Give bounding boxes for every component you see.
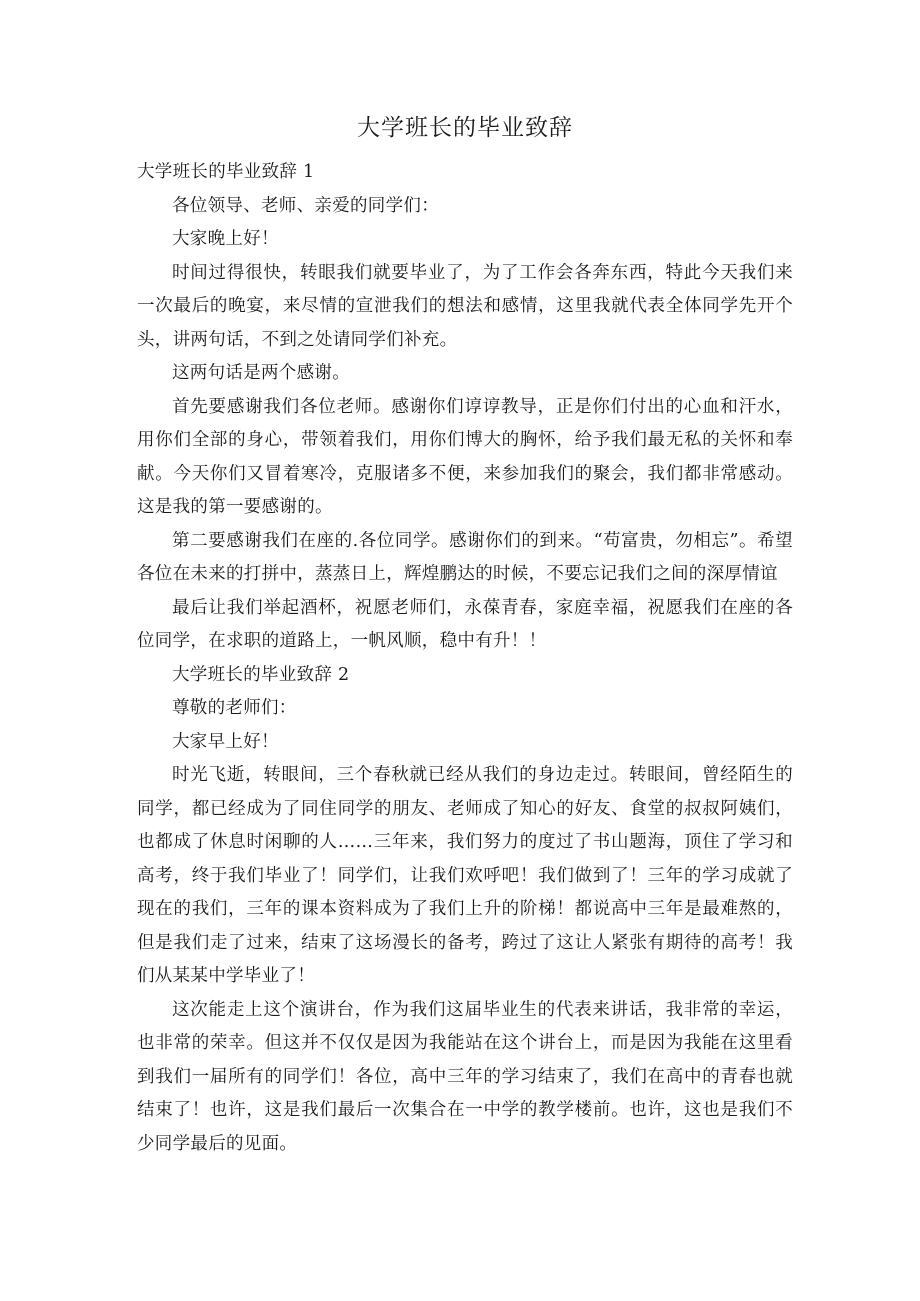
body-paragraph: 这次能走上这个演讲台，作为我们这届毕业生的代表来讲话，我非常的幸运，也非常的荣幸。但这并不仅仅是因为我能站在这个讲台上，而是因为我能在这里看到我们一届所有的同学们！各位，高中三年的学习结束了，我们在高中的青春也就结束了！也许，这是我们最后一次集合在一中学的教学楼前。也许，这也是我们不少同学最后的见面。 (137, 999, 793, 1154)
section-heading-1: 大学班长的毕业致辞 1 (137, 162, 315, 182)
body-paragraph: 第二要感谢我们在座的.各位同学。感谢你们的到来。“苟富贵，勿相忘”。希望各位在未来的打拼中，蒸蒸日上，辉煌鹏达的时候，不要忘记我们之间的深厚情谊 (137, 530, 793, 584)
salutation-2: 尊敬的老师们： (172, 698, 297, 718)
body-paragraph: 时间过得很快，转眼我们就要毕业了，为了工作会各奔东西，特此今天我们来一次最后的晚宴，来尽情的宣泄我们的想法和感情，这里我就代表全体同学先开个头，讲两句话，不到之处请同学们补充。 (137, 262, 793, 350)
greeting-2: 大家早上好！ (172, 731, 279, 752)
body-paragraph: 最后让我们举起酒杯，祝愿老师们，永葆青春，家庭幸福，祝愿我们在座的各位同学，在求职的道路上，一帆风顺，稳中有升！！ (137, 597, 793, 651)
body-paragraph: 这两句话是两个感谢。 (172, 363, 350, 383)
greeting-1: 大家晚上好！ (172, 229, 279, 249)
document-title: 大学班长的毕业致辞 (357, 115, 573, 141)
section-heading-2: 大学班长的毕业致辞 2 (172, 664, 350, 685)
salutation-1: 各位领导、老师、亲爱的同学们： (172, 195, 439, 216)
document-page (137, 112, 793, 1161)
body-paragraph: 时光飞逝，转眼间，三个春秋就已经从我们的身边走过。转眼间，曾经陌生的同学，都已经成为了同住同学的朋友、老师成了知心的好友、食堂的叔叔阿姨们，也都成了休息时闲聊的人……三年来，我们努力的度过了书山题海，顶住了学习和高考，终于我们毕业了！同学们，让我们欢呼吧！我们做到了！三年的学习成就了现在的我们，三年的课本资料成为了我们上升的阶梯！都说高中三年是最难熬的，但是我们走了过来，结束了这场漫长的备考，跨过了这让人紧张有期待的高考！我们从某某中学毕业了！ (137, 765, 793, 986)
body-paragraph: 首先要感谢我们各位老师。感谢你们谆谆教导，正是你们付出的心血和汗水，用你们全部的身心，带领着我们，用你们博大的胸怀，给予我们最无私的关怀和奉献。今天你们又冒着寒冷，克服诸多不便，来参加我们的聚会，我们都非常感动。这是我的第一要感谢的。 (137, 396, 793, 517)
